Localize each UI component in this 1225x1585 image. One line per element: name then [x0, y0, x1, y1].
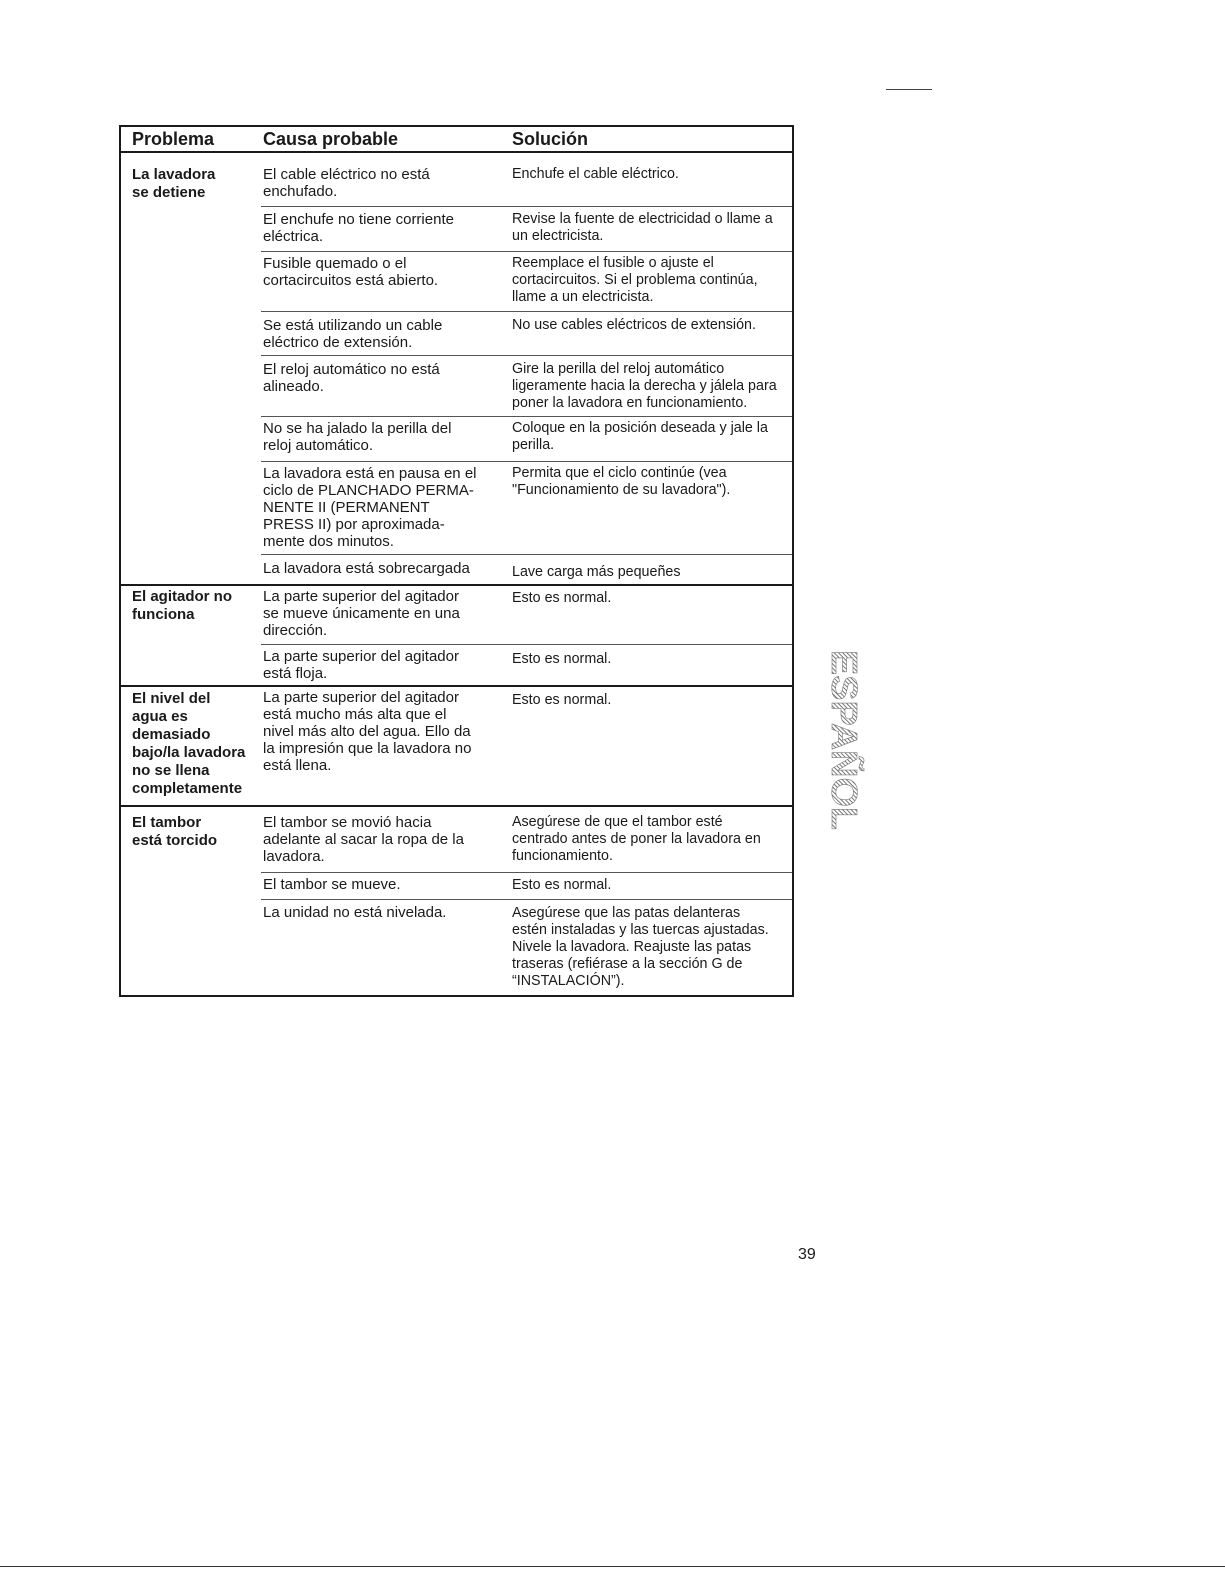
table-row [261, 206, 792, 250]
table-row [261, 644, 792, 686]
solution-text: Esto es normal. [512, 590, 612, 606]
cause-text: El reloj automático no está alineado. [263, 361, 440, 395]
table-row [261, 689, 792, 799]
problem-label: El nivel del agua es demasiado bajo/la lavadora no se llena completamente [132, 690, 246, 797]
problem-group [121, 584, 792, 685]
cause-text: El tambor se mueve. [263, 876, 401, 893]
table-row [261, 461, 792, 554]
cause-text: Se está utilizando un cable eléctrico de extensión. [263, 317, 443, 351]
problem-label: El agitador no funciona [132, 588, 233, 623]
table-row [261, 311, 792, 355]
solution-text: Gire la perilla del reloj automático ligeramente hacia la derecha y jálela para poner la lavadora en funcionamiento. [512, 361, 777, 411]
table-row [261, 416, 792, 460]
header-solution: Solución [512, 129, 588, 149]
table-row [261, 872, 792, 900]
table-row [261, 588, 792, 643]
cause-text: El cable eléctrico no está enchufado. [263, 166, 430, 200]
solution-text: Lave carga más pequeñes [512, 564, 681, 580]
solution-text: Esto es normal. [512, 877, 612, 893]
solution-text: Esto es normal. [512, 692, 612, 708]
cause-text: La lavadora está sobrecargada [263, 560, 470, 577]
cause-text: La unidad no está nivelada. [263, 904, 447, 921]
side-language-tab [800, 644, 865, 834]
solution-text: Esto es normal. [512, 651, 612, 667]
cause-text: No se ha jalado la perilla del reloj automático. [263, 420, 452, 454]
problem-label: La lavadora se detiene [132, 166, 216, 201]
solution-text: Coloque en la posición deseada y jale la perilla. [512, 420, 768, 453]
header-problem: Problema [132, 129, 215, 149]
solution-text: No use cables eléctricos de extensión. [512, 317, 756, 333]
cause-text: La parte superior del agitador está floja. [263, 648, 459, 682]
table-row [261, 166, 792, 201]
header-cause: Causa probable [263, 129, 399, 149]
problem-label: El tambor está torcido [132, 814, 218, 849]
solution-text: Enchufe el cable eléctrico. [512, 166, 679, 182]
top-rule [886, 89, 932, 90]
cause-text: El enchufe no tiene corriente eléctrica. [263, 211, 454, 245]
solution-text: Asegúrese de que el tambor esté centrado antes de poner la lavadora en funcionamiento. [512, 814, 761, 864]
cause-text: Fusible quemado o el cortacircuitos está abierto. [263, 255, 439, 289]
cause-text: La lavadora está en pausa en el ciclo de PLANCHADO PERMA- NENTE II (PERMANENT PRESS II) por aproximada- mente dos minutos. [263, 465, 477, 550]
solution-text: Permita que el ciclo continúe (vea "Funcionamiento de su lavadora"). [512, 465, 731, 498]
side-tab-label: ESPAÑOL [824, 650, 865, 822]
solution-text: Reemplace el fusible o ajuste el cortacircuitos. Si el problema continúa, llame a un electricista. [512, 255, 758, 305]
cause-text: La parte superior del agitador está mucho más alta que el nivel más alto del agua. Ello da la impresión que la lavadora no está llena. [263, 689, 472, 774]
table-row [261, 899, 792, 996]
table-header [121, 127, 792, 153]
page-number: 39 [798, 1246, 816, 1263]
problem-group [121, 153, 792, 588]
solution-text: Asegúrese que las patas delanteras estén instaladas y las tuercas ajustadas. Nivele la lavadora. Reajuste las patas traseras (refiérase a la sección G de “INSTALACIÓN”). [512, 905, 769, 989]
problem-group [121, 685, 792, 805]
table-row [261, 355, 792, 416]
bottom-rule [0, 1566, 1225, 1567]
table-row [261, 554, 792, 587]
solution-text: Revise la fuente de electricidad o llame a un electricista. [512, 211, 773, 244]
table-row [261, 814, 792, 870]
cause-text: La parte superior del agitador se mueve únicamente en una dirección. [263, 588, 460, 639]
cause-text: El tambor se movió hacia adelante al sacar la ropa de la lavadora. [263, 814, 464, 865]
troubleshooting-table [119, 125, 794, 997]
table-row [261, 251, 792, 310]
problem-group [121, 805, 792, 995]
